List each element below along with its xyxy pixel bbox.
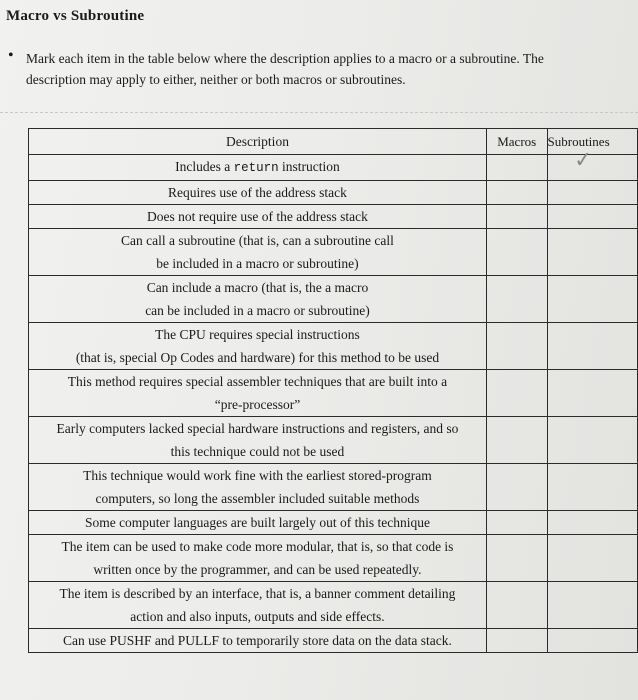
macros-checkbox-cell[interactable]: [486, 629, 547, 653]
description-line: This technique would work fine with the earliest stored-program: [83, 468, 432, 483]
macros-checkbox-cell[interactable]: [486, 181, 547, 205]
bullet-point: •: [8, 47, 14, 64]
description-line: Can include a macro (that is, the a macro: [146, 280, 369, 295]
description-line: this technique could not be used: [170, 444, 345, 459]
macros-checkbox-cell[interactable]: [486, 229, 547, 276]
subroutines-checkbox-cell[interactable]: [547, 511, 637, 535]
row-description: [29, 229, 487, 276]
instructions: [26, 48, 638, 90]
macros-checkbox-cell[interactable]: [486, 155, 547, 181]
macros-checkbox-cell[interactable]: [486, 464, 547, 511]
faint-dashed-rule: [0, 112, 638, 113]
table-row: [29, 464, 638, 511]
table-row: [29, 511, 638, 535]
page-title: Macro vs Subroutine: [6, 8, 145, 24]
macros-checkbox-cell[interactable]: [486, 323, 547, 370]
row-description: [29, 417, 487, 464]
table-row: [29, 276, 638, 323]
table-row: [29, 582, 638, 629]
subroutines-checkbox-cell[interactable]: [547, 205, 637, 229]
row-description: [29, 205, 487, 229]
description-line: Early computers lacked special hardware instructions and registers, and so: [56, 421, 459, 436]
description-line: be included in a macro or subroutine): [156, 256, 359, 271]
description-line: The item is described by an interface, that is, a banner comment detailing: [59, 586, 456, 601]
description-line: can be included in a macro or subroutine): [145, 303, 370, 318]
header-subroutines: Subroutines: [547, 129, 637, 155]
description-line: The CPU requires special instructions: [155, 327, 360, 342]
description-line: written once by the programmer, and can be used repeatedly.: [93, 562, 422, 577]
subroutines-checkbox-cell[interactable]: [547, 417, 637, 464]
table-row: [29, 181, 638, 205]
macros-checkbox-cell[interactable]: [486, 535, 547, 582]
subroutines-checkbox-cell[interactable]: [547, 370, 637, 417]
instructions-line-1: Mark each item in the table below where the description applies to a macro or a subroutine. The: [26, 51, 544, 66]
code-keyword: return: [233, 161, 279, 175]
row-description: [29, 276, 487, 323]
row-description: [29, 370, 487, 417]
subroutines-checkbox-cell[interactable]: [547, 147, 637, 181]
description-line: The item can be used to make code more modular, that is, so that code is: [61, 539, 454, 554]
row-description: [29, 323, 487, 370]
subroutines-checkbox-cell[interactable]: [547, 629, 637, 653]
row-description: [29, 511, 487, 535]
table-row: [29, 370, 638, 417]
header-macros: Macros: [486, 129, 547, 155]
table-header-row: [29, 129, 638, 155]
table-row: [29, 205, 638, 229]
description-line: “pre-processor”: [214, 397, 301, 412]
row-description: [29, 181, 487, 205]
row-description: [29, 155, 487, 181]
description-line: This method requires special assembler techniques that are built into a: [67, 374, 448, 389]
table-row: [29, 535, 638, 582]
macros-checkbox-cell[interactable]: [486, 511, 547, 535]
checkmark-icon: ✓: [572, 147, 593, 174]
table-row: [29, 629, 638, 653]
instructions-line-2: description may apply to either, neither or both macros or subroutines.: [26, 72, 406, 87]
macros-checkbox-cell[interactable]: [486, 582, 547, 629]
description-line: Some computer languages are built largely out of this technique: [84, 515, 430, 530]
subroutines-checkbox-cell[interactable]: [547, 535, 637, 582]
description-line: (that is, special Op Codes and hardware) for this method to be used: [75, 350, 440, 365]
subroutines-checkbox-cell[interactable]: [547, 582, 637, 629]
macros-checkbox-cell[interactable]: [486, 205, 547, 229]
row-description: [29, 582, 487, 629]
macros-checkbox-cell[interactable]: [486, 370, 547, 417]
header-description: Description: [29, 129, 487, 155]
row-description: [29, 535, 487, 582]
table-row: [29, 229, 638, 276]
subroutines-checkbox-cell[interactable]: [547, 464, 637, 511]
subroutines-checkbox-cell[interactable]: [547, 181, 637, 205]
description-text: instruction: [278, 159, 340, 174]
subroutines-checkbox-cell[interactable]: [547, 323, 637, 370]
table-row: [29, 155, 638, 181]
description-line: action and also inputs, outputs and side effects.: [130, 609, 385, 624]
subroutines-checkbox-cell[interactable]: [547, 276, 637, 323]
description-text: Includes a: [175, 159, 234, 174]
description-line: [29, 155, 486, 180]
description-line: Can call a subroutine (that is, can a subroutine call: [121, 233, 394, 248]
macro-subroutine-table: [28, 128, 638, 653]
table-row: [29, 323, 638, 370]
row-description: [29, 629, 487, 653]
subroutines-checkbox-cell[interactable]: [547, 229, 637, 276]
description-line: Does not require use of the address stack: [147, 209, 368, 224]
description-line: computers, so long the assembler included suitable methods: [95, 491, 420, 506]
macros-checkbox-cell[interactable]: [486, 417, 547, 464]
row-description: [29, 464, 487, 511]
table-row: [29, 417, 638, 464]
description-line: Requires use of the address stack: [168, 185, 347, 200]
description-line: Can use PUSHF and PULLF to temporarily store data on the data stack.: [63, 633, 452, 648]
macros-checkbox-cell[interactable]: [486, 276, 547, 323]
